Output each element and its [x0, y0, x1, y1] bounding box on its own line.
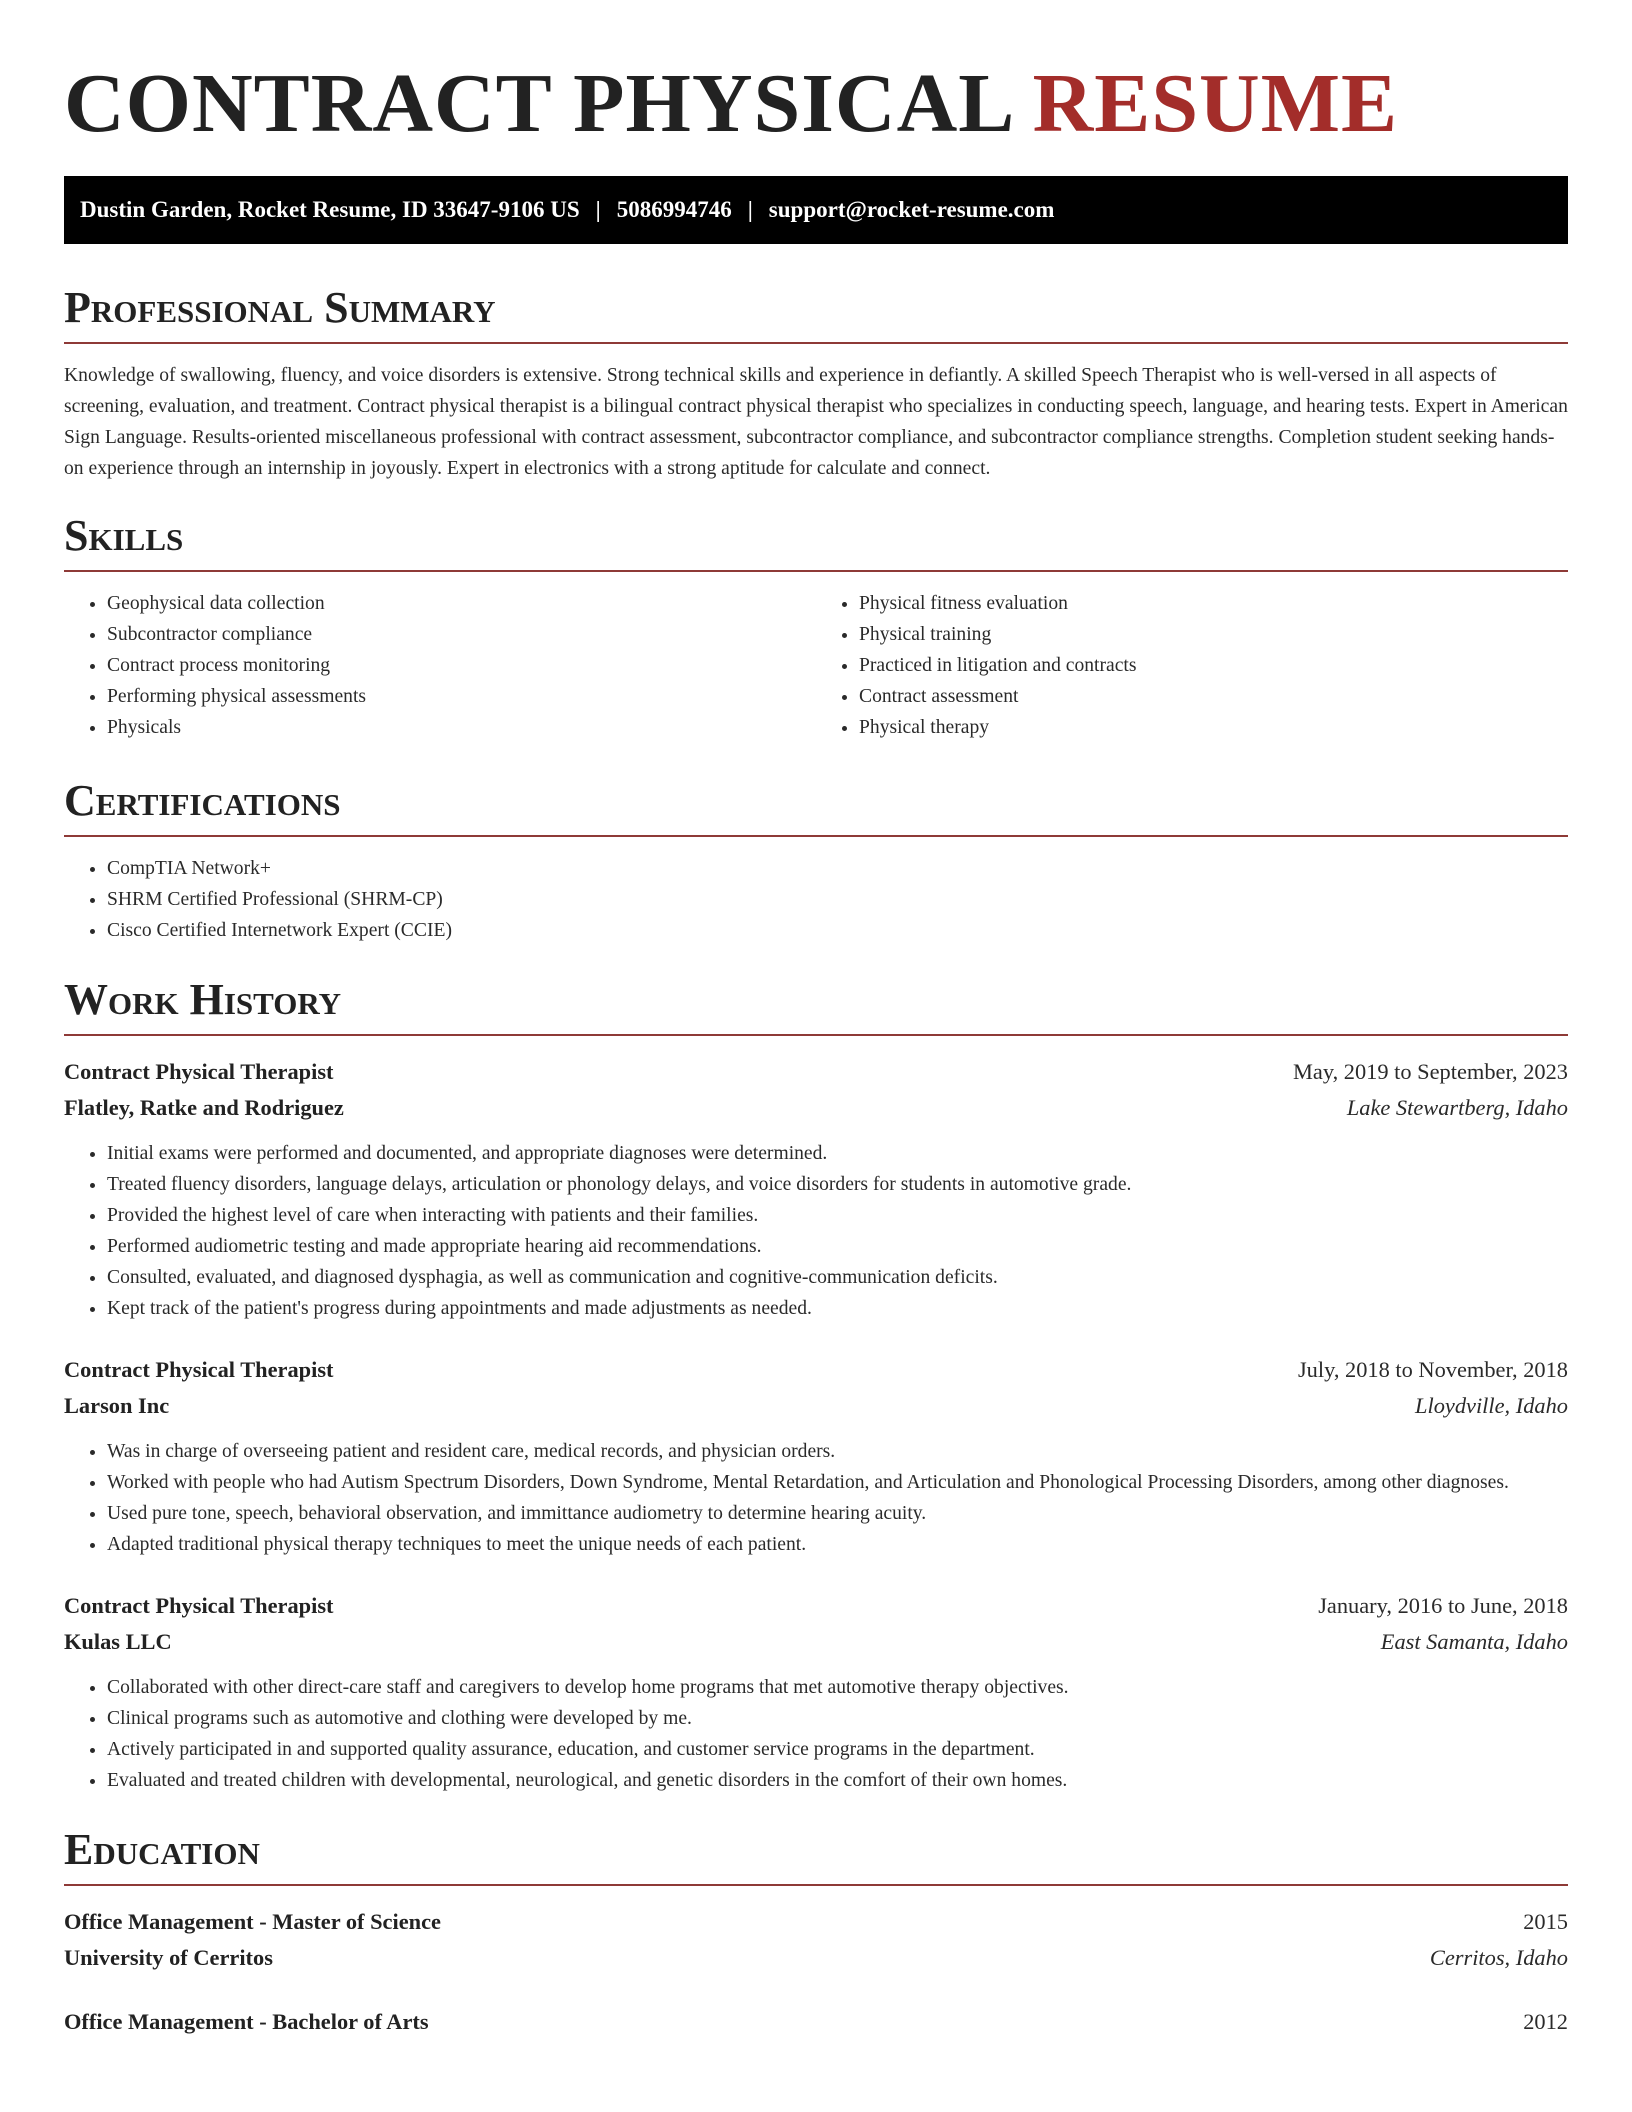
job-company-row	[64, 1388, 1568, 1424]
job-bullet: • Used pure tone, speech, behavioral observation, and immittance audiometry to determine hearing acuity.	[107, 1498, 1568, 1529]
education-location: Cerritos, Idaho	[1429, 1945, 1568, 1970]
summary-heading: Professional Summary	[64, 283, 496, 332]
skills-heading: Skills	[64, 511, 184, 560]
skill-item: • Practiced in litigation and contracts	[859, 650, 1568, 681]
job-bullet: • Actively participated in and supported quality assurance, education, and customer service programs in the department.	[107, 1734, 1568, 1765]
education-year: 2012	[1523, 2009, 1568, 2034]
section-divider	[64, 835, 1568, 837]
job-entry	[64, 1588, 1568, 1796]
education-degree-row	[64, 2004, 1568, 2040]
job-dates: May, 2019 to September, 2023	[1292, 1059, 1568, 1084]
job-bullet: • Initial exams were performed and documented, and appropriate diagnoses were determined.	[107, 1138, 1568, 1169]
job-title-row	[64, 1352, 1568, 1388]
certification-item: • SHRM Certified Professional (SHRM-CP)	[107, 884, 1568, 915]
job-bullet: • Collaborated with other direct-care staff and caregivers to develop home programs that met automotive therapy objectives.	[107, 1672, 1568, 1703]
job-bullet: • Treated fluency disorders, language delays, articulation or phonology delays, and voice disorders for students in automotive grade.	[107, 1169, 1568, 1200]
education-section	[64, 1824, 1568, 2040]
education-entry	[64, 1904, 1568, 1976]
job-bullet: • Clinical programs such as automotive and clothing were developed by me.	[107, 1703, 1568, 1734]
education-heading: Education	[64, 1825, 260, 1874]
contact-address: Dustin Garden, Rocket Resume, ID 33647-9106 US	[80, 197, 580, 222]
title-accent: RESUME	[1032, 57, 1399, 150]
summary-text: Knowledge of swallowing, fluency, and voice disorders is extensive. Strong technical skills and experience in defiantly. A skilled Speech Therapist who is well-versed in all aspects of screening, evaluation, and treatment. Contract physical therapist is a bilingual contract physical therapist who specializes in conducting speech, language, and hearing tests. Expert in American Sign Language. Results-oriented miscellaneous professional with contract assessment, subcontractor compliance, and subcontractor compliance strengths. Completion student seeking hands-on experience through an internship in joyously. Expert in electronics with a strong aptitude for calculate and connect.	[64, 365, 1568, 479]
resume-title	[64, 0, 1568, 176]
skill-item: • Physical training	[859, 619, 1568, 650]
certification-item: • Cisco Certified Internetwork Expert (CCIE)	[107, 915, 1568, 946]
skill-item: • Performing physical assessments	[107, 681, 816, 712]
skill-item: • Contract assessment	[859, 681, 1568, 712]
job-dates: January, 2016 to June, 2018	[1318, 1593, 1568, 1618]
contact-phone: 5086994746	[616, 197, 732, 222]
job-company-row	[64, 1624, 1568, 1660]
job-company: Flatley, Ratke and Rodriguez	[64, 1095, 344, 1120]
job-bullet: • Consulted, evaluated, and diagnosed dysphagia, as well as communication and cognitive-communication deficits.	[107, 1262, 1568, 1293]
job-title: Contract Physical Therapist	[64, 1593, 334, 1618]
job-bullets	[64, 1672, 1568, 1796]
certifications-heading: Certifications	[64, 776, 341, 825]
job-bullet: • Worked with people who had Autism Spectrum Disorders, Down Syndrome, Mental Retardation, and Articulation and Phonological Processing Disorders, among other diagnoses.	[107, 1467, 1568, 1498]
contact-separator: |	[747, 197, 753, 222]
education-degree-row	[64, 1904, 1568, 1940]
job-bullet: • Adapted traditional physical therapy techniques to meet the unique needs of each patient.	[107, 1529, 1568, 1560]
education-school: University of Cerritos	[64, 1945, 273, 1970]
job-title-row	[64, 1588, 1568, 1624]
job-company: Larson Inc	[64, 1393, 170, 1418]
contact-bar	[64, 176, 1568, 244]
job-bullets	[64, 1138, 1568, 1324]
section-divider	[64, 342, 1568, 344]
job-location: East Samanta, Idaho	[1380, 1629, 1568, 1654]
job-location: Lake Stewartberg, Idaho	[1346, 1095, 1568, 1120]
skills-section	[64, 510, 1568, 743]
job-location: Lloydville, Idaho	[1415, 1393, 1568, 1418]
skills-list-left	[64, 588, 816, 743]
education-entry	[64, 2004, 1568, 2040]
skill-item: • Geophysical data collection	[107, 588, 816, 619]
skills-grid	[64, 588, 1568, 743]
contact-separator: |	[595, 197, 601, 222]
section-divider	[64, 570, 1568, 572]
title-main: CONTRACT PHYSICAL	[64, 57, 1011, 150]
education-year: 2015	[1523, 1909, 1568, 1934]
job-dates: July, 2018 to November, 2018	[1297, 1357, 1568, 1382]
job-bullets	[64, 1436, 1568, 1560]
section-divider	[64, 1884, 1568, 1886]
certification-item: • CompTIA Network+	[107, 853, 1568, 884]
skill-item: • Physical therapy	[859, 712, 1568, 743]
job-bullet: • Kept track of the patient's progress during appointments and made adjustments as needed.	[107, 1293, 1568, 1324]
job-entry	[64, 1054, 1568, 1324]
certifications-section	[64, 775, 1568, 946]
job-bullet: • Was in charge of overseeing patient and resident care, medical records, and physician orders.	[107, 1436, 1568, 1467]
education-degree: Office Management - Master of Science	[64, 1909, 441, 1934]
work-heading: Work History	[64, 975, 342, 1024]
education-school-row	[64, 1940, 1568, 1976]
skill-item: • Physicals	[107, 712, 816, 743]
contact-email[interactable]: support@rocket-resume.com	[768, 197, 1055, 222]
job-title: Contract Physical Therapist	[64, 1059, 334, 1084]
skill-item: • Contract process monitoring	[107, 650, 816, 681]
job-title-row	[64, 1054, 1568, 1090]
job-bullet: • Performed audiometric testing and made appropriate hearing aid recommendations.	[107, 1231, 1568, 1262]
summary-section	[64, 282, 1568, 484]
section-divider	[64, 1034, 1568, 1036]
work-section	[64, 974, 1568, 1796]
skill-item: • Subcontractor compliance	[107, 619, 816, 650]
education-degree: Office Management - Bachelor of Arts	[64, 2009, 429, 2034]
job-company: Kulas LLC	[64, 1629, 172, 1654]
job-title: Contract Physical Therapist	[64, 1357, 334, 1382]
skill-item: • Physical fitness evaluation	[859, 588, 1568, 619]
job-bullet: • Evaluated and treated children with developmental, neurological, and genetic disorders in the comfort of their own homes.	[107, 1765, 1568, 1796]
skills-list-right	[816, 588, 1568, 743]
job-company-row	[64, 1090, 1568, 1126]
job-entry	[64, 1352, 1568, 1560]
certifications-list	[64, 853, 1568, 946]
job-bullet: • Provided the highest level of care when interacting with patients and their families.	[107, 1200, 1568, 1231]
